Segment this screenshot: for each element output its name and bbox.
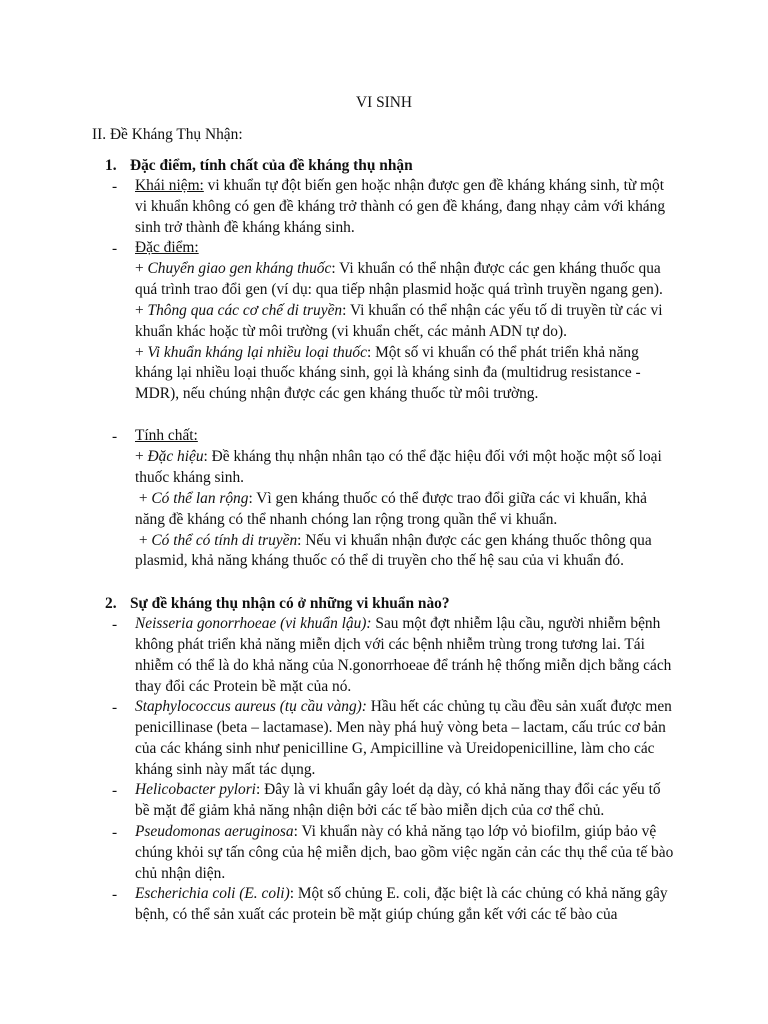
bacteria-term-1: Neisseria gonorrhoeae (vi khuẩn lậu): — [135, 615, 372, 632]
bacteria-paragraph-5 — [135, 884, 675, 926]
point-prefix: + — [135, 343, 148, 361]
subsection-1-heading — [105, 155, 413, 176]
concept-text: vi khuẩn tự đột biến gen hoặc nhận được gen đề kháng kháng sinh, từ một vi khuẩn không có gen đề kháng trở thành có gen đề kháng, đang nhạy cảm với kháng sinh trở thành đề kháng kháng sinh. — [135, 177, 666, 236]
concept-paragraph — [135, 176, 675, 239]
bullet-dash: - — [112, 240, 118, 257]
bullet-dash: - — [112, 886, 118, 903]
bacteria-term-2: Staphylococcus aureus (tụ cầu vàng): — [135, 698, 367, 715]
feature-text-2: : Vi khuẩn có thể nhận các yếu tố di truyền từ các vi khuẩn khác hoặc từ môi trường (vi khuẩn chết, các mảnh ADN tự do). — [135, 301, 663, 340]
bullet-dash: - — [112, 699, 118, 716]
concept-label: Khái niệm: — [135, 177, 204, 194]
bacteria-paragraph-3 — [135, 780, 675, 822]
subsection-2-number: 2. — [105, 595, 117, 612]
feature-text-1: : Vi khuẩn có thể nhận được các gen kháng thuốc qua quá trình trao đổi gen (ví dụ: qua tiếp nhận plasmid hoặc quá trình truyền ngang gen). — [135, 259, 663, 298]
property-text-2: : Vì gen kháng thuốc có thể được trao đổi giữa các vi khuẩn, khả năng đề kháng có thể nhanh chóng lan rộng trong quần thể vi khuẩn. — [135, 489, 651, 528]
property-point-1 — [135, 447, 675, 489]
bacteria-text-5: : Một số chủng E. coli, đặc biệt là các chủng có khả năng gây bệnh, có thể sản xuất các protein bề mặt giúp chúng gắn kết với các tế bào của — [135, 885, 668, 923]
bacteria-paragraph-2 — [135, 697, 675, 781]
bacteria-text-2: Hầu hết các chủng tụ cầu đều sản xuất được men penicillinase (beta – lactamase). Men này phá huỷ vòng beta – lactam, cấu trúc cơ bản của các kháng sinh như penicilline G, Ampicilline và Ureidopenicilline, làm cho các kháng sinh này mất tác dụng. — [135, 698, 672, 778]
point-prefix: + — [135, 447, 148, 465]
features-block — [135, 238, 675, 405]
property-point-3 — [135, 531, 675, 573]
feature-point-2 — [135, 301, 675, 343]
bacteria-text-1: Sau một đợt nhiễm lậu cầu, người nhiễm bệnh không phát triển khả năng miễn dịch với các bệnh nhiễm trùng trong tương lai. Tái nhiễm có thể là do khả năng của N.gonorrhoeae để tránh hệ thống miễn dịch bằng cách thay đổi các Protein bề mặt của nó. — [135, 615, 672, 695]
subsection-1-title: Đặc điểm, tính chất của đề kháng thụ nhận — [130, 157, 413, 174]
bacteria-paragraph-4 — [135, 822, 675, 885]
point-prefix: + — [135, 531, 152, 549]
feature-point-1 — [135, 259, 675, 301]
subsection-1-number: 1. — [105, 157, 117, 174]
bacteria-term-3: Helicobacter pylori — [135, 781, 256, 798]
property-term-2: Có thể lan rộng — [151, 489, 249, 507]
point-prefix: + — [135, 489, 152, 507]
subsection-2-title: Sự đề kháng thụ nhận có ở những vi khuẩn nào? — [130, 595, 450, 612]
feature-text-3: : Một số vi khuẩn có thể phát triển khả năng kháng lại nhiều loại thuốc kháng sinh, gọi là kháng sinh đa (multidrug resistance - MDR), nếu chúng nhận được các gen kháng thuốc từ môi trường. — [135, 343, 641, 403]
property-text-3: : Nếu vi khuẩn nhận được các gen kháng thuốc thông qua plasmid, khả năng kháng thuốc có thể di truyền cho thế hệ sau của vi khuẩn đó. — [135, 531, 656, 570]
feature-point-3 — [135, 343, 675, 406]
bullet-dash: - — [112, 616, 118, 633]
feature-term-3: Vi khuẩn kháng lại nhiều loại thuốc — [147, 343, 367, 361]
bullet-dash: - — [112, 782, 118, 799]
property-point-2 — [135, 489, 675, 531]
feature-term-2: Thông qua các cơ chế di truyền — [147, 301, 343, 319]
bullet-dash: - — [112, 178, 118, 195]
property-term-1: Đặc hiệu — [147, 447, 204, 465]
property-text-1: : Đề kháng thụ nhận nhân tạo có thể đặc hiệu đối với một hoặc một số loại thuốc kháng sinh. — [135, 447, 662, 486]
feature-term-1: Chuyển giao gen kháng thuốc — [147, 259, 332, 277]
bacteria-term-4: Pseudomonas aeruginosa — [135, 823, 294, 840]
property-term-3: Có thể có tính di truyền — [151, 531, 298, 549]
bullet-dash: - — [112, 824, 118, 841]
properties-label: Tính chất: — [135, 427, 198, 444]
bacteria-text-4: : Vi khuẩn này có khả năng tạo lớp vỏ biofilm, giúp bảo vệ chúng khỏi sự tấn công của hệ miễn dịch, bao gồm việc ngăn cản các thụ thể của tế bào chủ nhận diện. — [135, 823, 674, 882]
subsection-2-heading — [105, 593, 450, 614]
features-label: Đặc điểm: — [135, 239, 199, 256]
page-title: VI SINH — [355, 94, 412, 111]
point-prefix: + — [135, 301, 148, 319]
bacteria-paragraph-1 — [135, 614, 675, 698]
bullet-dash: - — [112, 428, 118, 445]
bacteria-text-3: : Đây là vi khuẩn gây loét dạ dày, có khả năng thay đổi các yếu tố bề mặt để giảm khả năng nhận diện bởi các tế bào miễn dịch của cơ thể chủ. — [135, 781, 661, 819]
point-prefix: + — [135, 259, 148, 277]
section-heading: II. Đề Kháng Thụ Nhận: — [92, 126, 243, 143]
bacteria-term-5: Escherichia coli (E. coli) — [135, 885, 290, 902]
properties-block — [135, 426, 675, 572]
